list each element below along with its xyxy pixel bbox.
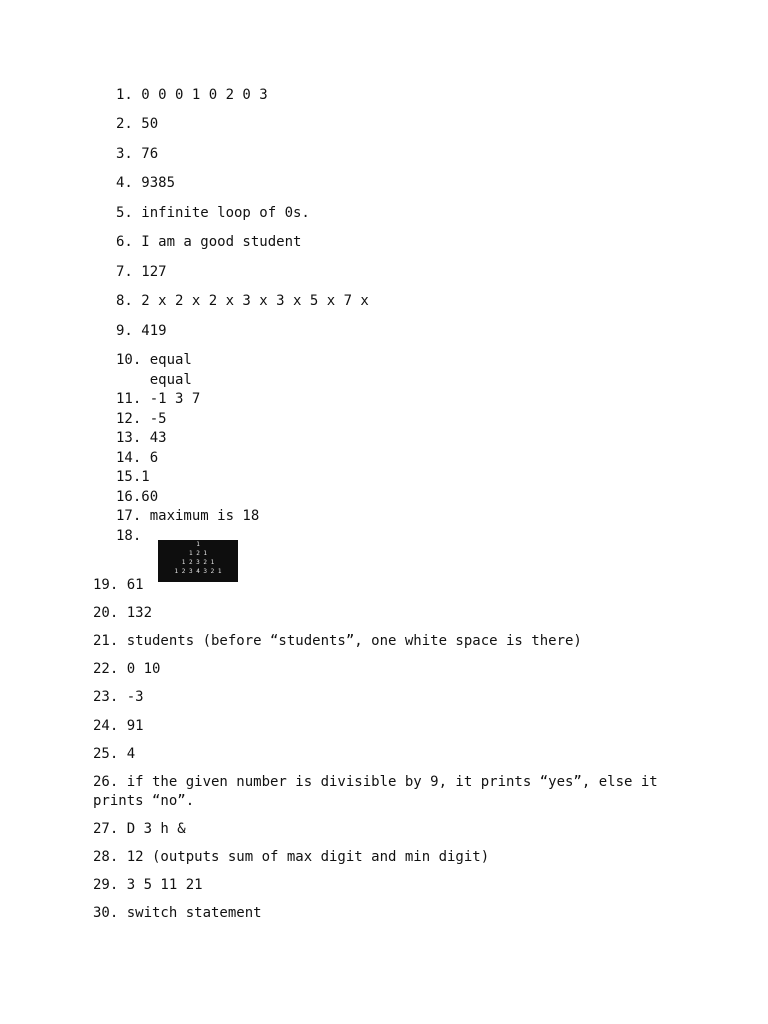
answer-24: 24. 91 [93,718,144,734]
answer-3: 3. 76 [116,146,159,162]
answer-11: 11. -1 3 7 [116,391,201,407]
answer-16: 16.60 [116,489,159,505]
answer-28: 28. 12 (outputs sum of max digit and min digit) [93,849,490,865]
answer-10-continued: equal [116,372,192,388]
answer-17: 17. maximum is 18 [116,508,260,524]
answer-27: 27. D 3 h & [93,821,186,837]
answer-10: 10. equal [116,352,192,368]
answer-15: 15.1 [116,469,150,485]
answer-18: 18. [116,528,142,544]
answer-22: 22. 0 10 [93,661,161,677]
answer-7: 7. 127 [116,264,167,280]
answer-4: 4. 9385 [116,175,176,191]
answer-25: 25. 4 [93,746,136,762]
answer-19: 19. 61 [93,577,144,593]
answer-14: 14. 6 [116,450,159,466]
answer-5: 5. infinite loop of 0s. [116,205,310,221]
answer-20: 20. 132 [93,605,153,621]
answer-26-continued: prints “no”. [93,793,195,809]
pattern-row: 1 2 3 2 1 [181,559,215,566]
answer-29: 29. 3 5 11 21 [93,877,203,893]
answer-6: 6. I am a good student [116,234,302,250]
pattern-output-image [158,540,238,582]
answer-26: 26. if the given number is divisible by 9, it prints “yes”, else it [93,774,658,790]
answer-1: 1. 0 0 0 1 0 2 0 3 [116,87,268,103]
pattern-row: 1 2 1 [188,550,208,557]
answer-12: 12. -5 [116,411,167,427]
pattern-row: 1 [196,541,200,548]
pattern-row: 1 2 3 4 3 2 1 [174,568,222,575]
answer-8: 8. 2 x 2 x 2 x 3 x 3 x 5 x 7 x [116,293,369,309]
answer-2: 2. 50 [116,116,159,132]
answer-21: 21. students (before “students”, one white space is there) [93,633,582,649]
answer-9: 9. 419 [116,323,167,339]
answer-23: 23. -3 [93,689,144,705]
answer-13: 13. 43 [116,430,167,446]
answer-30: 30. switch statement [93,905,262,921]
